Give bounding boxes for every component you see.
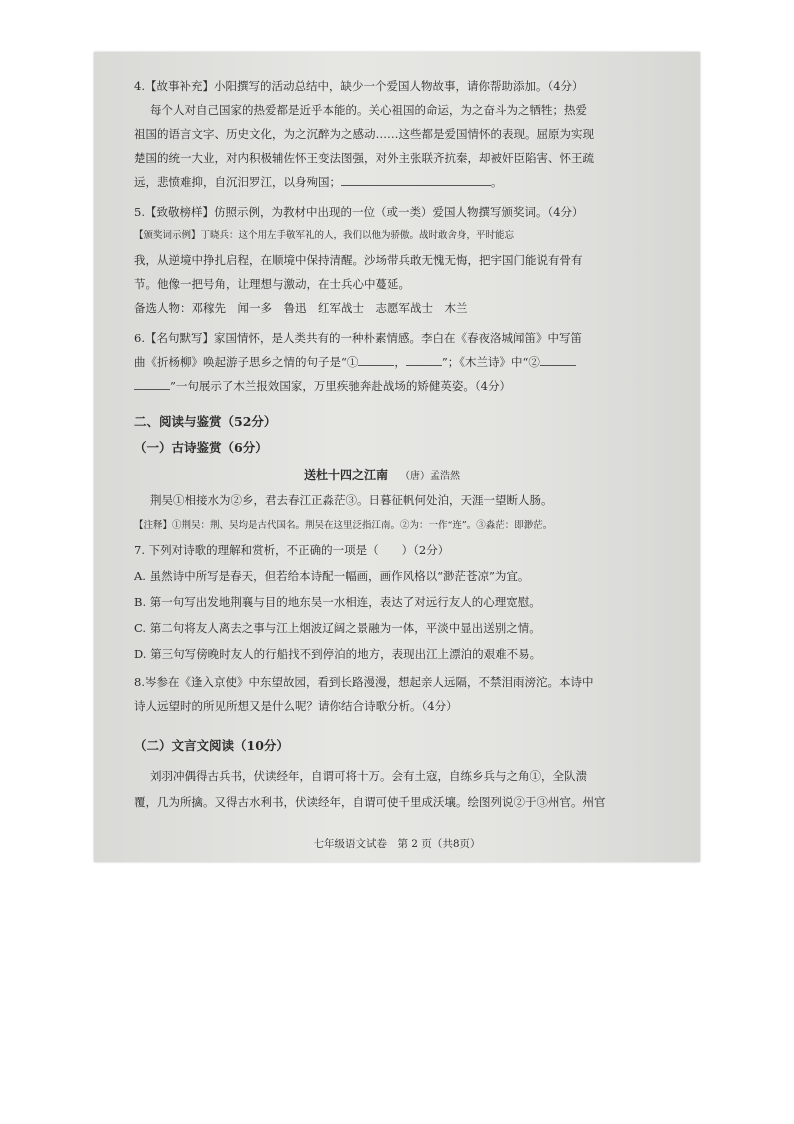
q4-text-end: 远，悲愤难抑，自沉汨罗江，以身殉国； 。 [134, 175, 503, 189]
answer-blank[interactable] [134, 379, 170, 390]
q7-option-a: A. 虽然诗中所写是春天，但若给本诗配一幅画，画作风格以“渺茫苍凉”为宜。 [134, 569, 530, 583]
prose-text: 覆，几为所擒。又得古水利书，伏读经年，自谓可使千里成沃壤。绘图列说②于③州官。州官 [134, 795, 606, 809]
q7-option-c: C. 第二句将友人离去之事与江上烟波辽阔之景融为一体，平淡中显出送别之情。 [134, 621, 541, 635]
q4-text: 远，悲愤难抑，自沉汨罗江，以身殉国； [134, 175, 341, 189]
q7-prompt: 7. 下列对诗歌的理解和赏析，不正确的一项是（ ）（2分） [134, 543, 450, 557]
q5-example: 【颁奖词示例】丁晓兵：这个用左手敬军礼的人，我们以他为骄傲。战时敢舍身，平时能忘 [134, 230, 515, 241]
q6-text: 曲《折杨柳》唤起游子思乡之情的句子是“① [134, 355, 359, 369]
q7-option-d: D. 第三句写傍晚时友人的行船找不到停泊的地方，表现出江上漂泊的艰难不易。 [134, 647, 542, 661]
answer-blank[interactable] [540, 355, 576, 366]
exam-page [94, 52, 700, 862]
q4-text: 楚国的统一大业，对内积极辅佐怀王变法图强，对外主张联齐抗秦，却被奸臣陷害、怀王疏 [134, 151, 594, 165]
q6-text: ”；《木兰诗》中“② [441, 355, 540, 369]
q6-text: ”一句展示了木兰报效国家，万里疾驰奔赴战场的矫健英姿。（4分） [170, 379, 511, 393]
answer-blank[interactable] [358, 355, 394, 366]
poem-author: （唐）孟浩然 [400, 471, 461, 482]
q5-example: 我，从逆境中挣扎启程，在顺境中保持清醒。沙场带兵敢无愧无悔，把宇国门能说有骨有 [134, 253, 583, 267]
answer-blank[interactable] [406, 355, 442, 366]
q6-line [134, 354, 674, 370]
q4-text: 每个人对自己国家的热爱都是近乎本能的。关心祖国的命运，为之奋斗为之牺牲；热爱 [150, 103, 587, 117]
q6-line [134, 378, 674, 394]
subsection-heading: （二）文言文阅读（10分） [134, 738, 289, 753]
page-footer: 七年级语文试卷 第 2 页（共8页） [313, 838, 481, 850]
section-heading: 二、阅读与鉴赏（52分） [134, 414, 277, 429]
prose-text: 刘羽冲偶得古兵书，伏读经年，自谓可将十万。会有土寇，自练乡兵与之角①，全队溃 [150, 769, 587, 783]
q7-option-b: B. 第一句写出发地荆襄与目的地东吴一水相连，表达了对远行友人的心理宽慰。 [134, 595, 541, 609]
q8-prompt: 诗人远望时的所见所想又是什么呢？请你结合诗歌分析。（4分） [134, 699, 458, 713]
q6-text: ， [394, 355, 406, 369]
poem-note: 【注释】①荆吴：荆、吴均是古代国名。荆吴在这里泛指江南。②为：一作“连”。③淼茫：即渺茫。 [134, 520, 553, 531]
poem-title-line [304, 466, 460, 483]
poem-body: 荆吴①相接水为②乡，君去春江正淼茫③。日暮征帆何处泊，天涯一望断人肠。 [150, 493, 553, 507]
q5-candidates: 备选人物：邓稼先 闻一多 鲁迅 红军战士 志愿军战士 木兰 [134, 301, 468, 315]
q4-text: 祖国的语言文字、历史文化，为之沉醉为之感动……这些都是爱国情怀的表现。屈原为实现 [134, 127, 594, 141]
answer-blank[interactable] [341, 175, 491, 186]
q4-prompt: 4.【故事补充】小阳撰写的活动总结中，缺少一个爱国人物故事，请你帮助添加。（4分） [134, 79, 584, 93]
subsection-heading: （一）古诗鉴赏（6分） [134, 440, 268, 455]
q6-prompt: 6.【名句默写】家国情怀，是人类共有的一种朴素情感。李白在《春夜洛城闻笛》中写笛 [134, 331, 582, 345]
q5-prompt: 5.【致敬榜样】仿照示例，为教材中出现的一位（或一类）爱国人物撰写颁奖词。（4分） [134, 205, 584, 219]
poem-title: 送杜十四之江南 [304, 468, 389, 482]
q8-prompt: 8.岑参在《逢入京使》中东望故园，看到长路漫漫，想起亲人远隔，不禁泪雨滂沱。本诗中 [134, 675, 594, 689]
q5-example: 节。他像一把号角，让理想与激动，在士兵心中蔓延。 [134, 277, 410, 291]
